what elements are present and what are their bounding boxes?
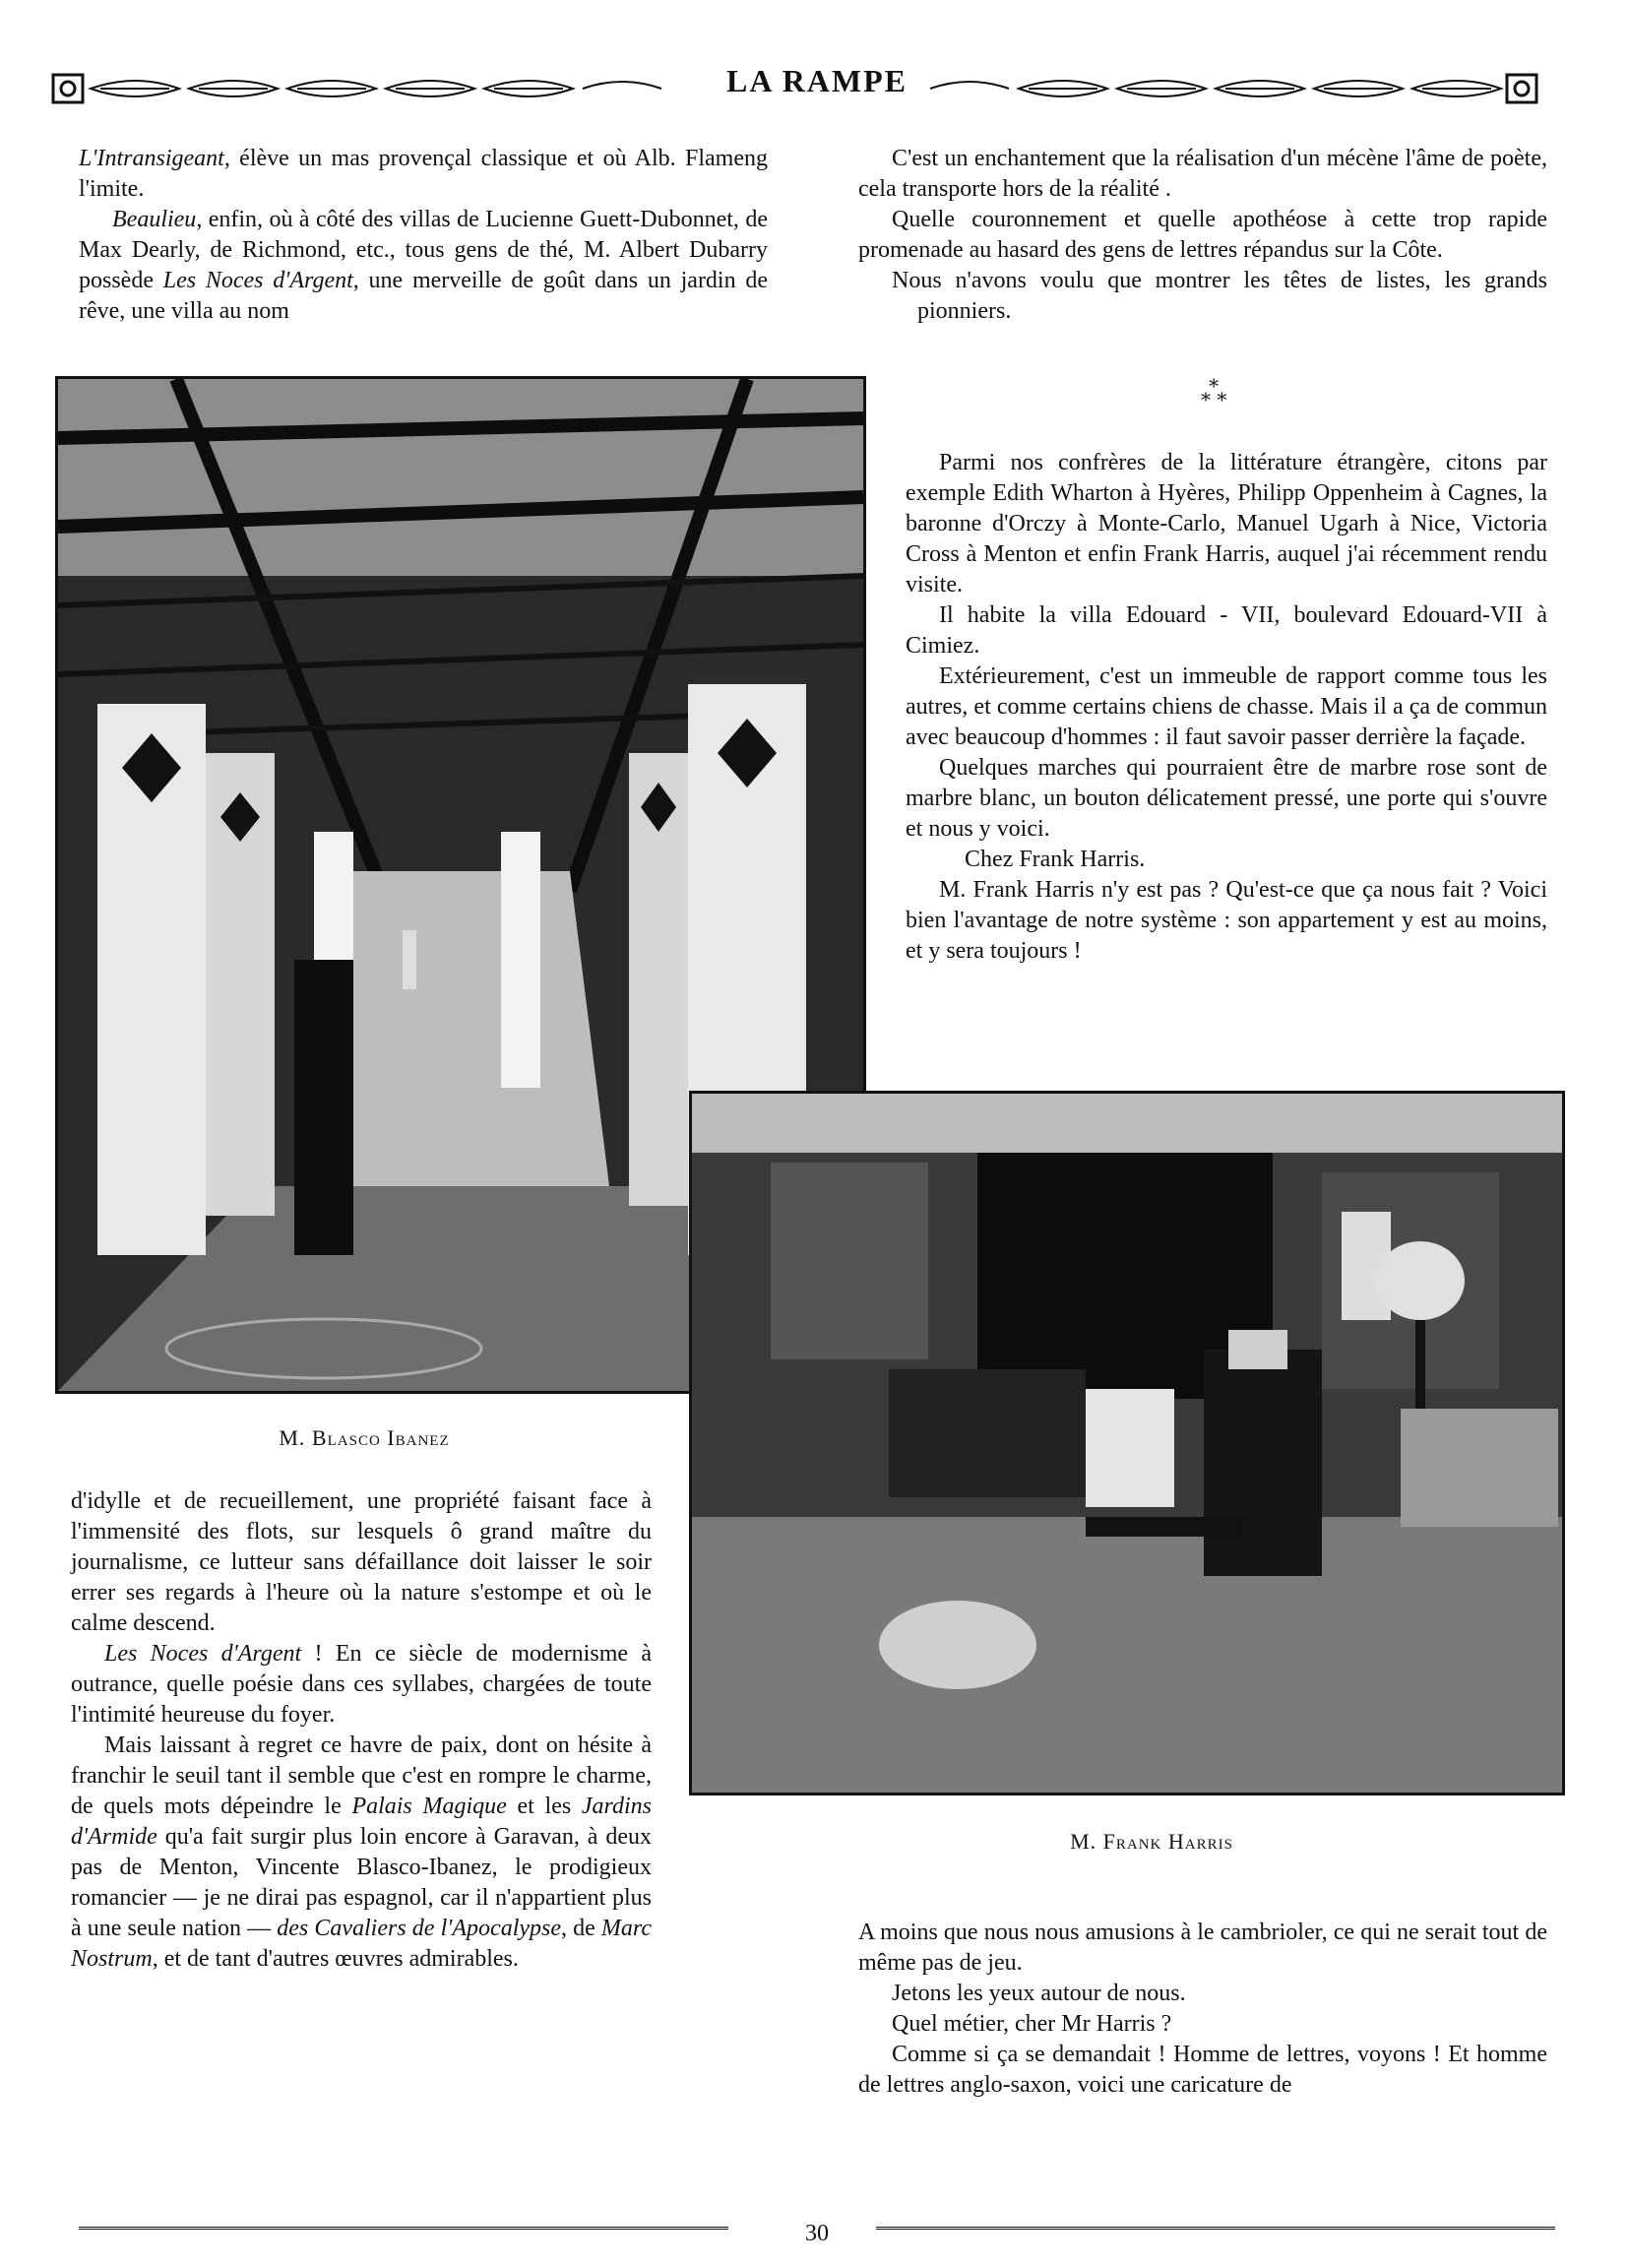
italic-title: Les Noces d'Argent bbox=[104, 1641, 302, 1667]
paragraph: A moins que nous nous amusions à le cambrioler, ce qui ne serait tout de même pas de jeu. bbox=[858, 1920, 1547, 1976]
section-separator: * * * bbox=[1201, 374, 1227, 411]
interior-illustration bbox=[692, 1094, 1562, 1793]
footer-rule-left bbox=[79, 2227, 728, 2230]
text-run: , une merveille de goût dans un jardin de rêve, une villa au nom bbox=[79, 268, 769, 324]
italic-title: des Cavaliers de l'Apocalypse bbox=[277, 1916, 562, 1941]
paragraph bbox=[79, 144, 768, 205]
footer-rule-right bbox=[876, 2227, 1555, 2230]
paragraph: Comme si ça se demandait ! Homme de lettres, voyons ! Et homme de lettres anglo-saxon, voici une caricature de bbox=[858, 2042, 1547, 2098]
text-run: qu'a fait surgir plus loin encore à Garavan, à deux pas de Menton, Vincente Blasco-Ibanez, le prodigieux romancier — je ne dirai pas espagnol, car il n'appartient plus à une seule nation — bbox=[71, 1824, 652, 1941]
header-ornament-left bbox=[51, 71, 671, 106]
text-run: , élève un mas provençal classique et où Alb. Flameng l'imite. bbox=[79, 146, 768, 202]
paragraph bbox=[79, 205, 768, 327]
paragraph: Quel métier, cher Mr Harris ? bbox=[892, 2011, 1172, 2037]
photo-caption-blasco-ibanez: M. Blasco Ibanez bbox=[279, 1425, 450, 1450]
paragraph: Jetons les yeux autour de nous. bbox=[892, 1981, 1186, 2006]
text-run: d'idylle et de recueillement, une propriété faisant face à l'immensité des flots, sur lesquels ô grand maître du journalisme, ce lutteur sans défaillance doit laisser le soir errer ses regards à l'heure où la nature s'estompe et où le calme descend. bbox=[71, 1488, 652, 1636]
paragraph: Chez Frank Harris. bbox=[965, 847, 1146, 872]
page-number: 30 bbox=[805, 2221, 829, 2246]
photo-frank-harris-interior bbox=[689, 1091, 1565, 1796]
photo-caption-frank-harris: M. Frank Harris bbox=[1070, 1829, 1233, 1854]
italic-title: Jardins d'Armide bbox=[71, 1794, 652, 1850]
italic-title: Les Noces d'Argent bbox=[162, 268, 353, 293]
paragraph: Nous n'avons voulu que montrer les têtes de listes, les grands pionniers. bbox=[892, 268, 1547, 324]
italic-title: L'Intransigeant bbox=[79, 146, 224, 171]
paragraph bbox=[71, 1639, 652, 1731]
italic-title: Beaulieu bbox=[112, 207, 197, 232]
paragraph: Il habite la villa Edouard - VII, boulevard Edouard-VII à Cimiez. bbox=[906, 602, 1547, 659]
paragraph bbox=[71, 1486, 652, 1639]
masthead-title: LA RAMPE bbox=[726, 63, 908, 98]
text-run: ! En ce siècle de modernisme à outrance, quelle poésie dans ces syllabes, chargées de toute l'intimité heureuse du foyer. bbox=[71, 1641, 652, 1728]
paragraph bbox=[71, 1731, 652, 1975]
left-column-bottom bbox=[71, 1486, 652, 1975]
paragraph: Extérieurement, c'est un immeuble de rapport comme tous les autres, et comme certains chiens de chasse. Mais il a ça de commun avec beaucoup d'hommes : il faut savoir passer derrière la façade. bbox=[906, 663, 1547, 750]
paragraph: M. Frank Harris n'y est pas ? Qu'est-ce que ça nous fait ? Voici bien l'avantage de notre système : son appartement y est au moins, et y sera toujours ! bbox=[906, 877, 1547, 964]
paragraph: Quelle couronnement et quelle apothéose à cette trop rapide promenade au hasard des gens de lettres répandus sur la Côte. bbox=[858, 207, 1547, 263]
italic-title: Marc Nostrum bbox=[71, 1916, 653, 1972]
text-run: , enfin, où à côté des villas de Lucienne Guett-Dubonnet, de Max Dearly, de Richmond, etc., tous gens de thé, M. Albert Dubarry possède bbox=[79, 207, 768, 293]
right-column-middle bbox=[906, 448, 1547, 967]
header-ornament-right bbox=[920, 71, 1540, 106]
right-column-top bbox=[858, 144, 1547, 327]
text-run: , de bbox=[561, 1916, 601, 1941]
paragraph: Parmi nos confrères de la littérature étrangère, citons par exemple Edith Wharton à Hyères, Philipp Oppenheim à Cagnes, la baronne d'Orczy à Monte-Carlo, Manuel Ugarh à Nice, Victoria Cross à Menton et enfin Frank Harris, auquel j'ai récemment rendu visite. bbox=[906, 450, 1547, 598]
text-run: Mais laissant à regret ce havre de paix, dont on hésite à franchir le seuil tant il semble que c'est en rompre le charme, de quels mots dépeindre le bbox=[71, 1732, 652, 1819]
left-column-top bbox=[79, 144, 768, 327]
text-run: et les bbox=[506, 1794, 582, 1819]
right-column-bottom bbox=[858, 1918, 1547, 2101]
paragraph: Quelques marches qui pourraient être de marbre rose sont de marbre blanc, un bouton délicatement pressé, une porte qui s'ouvre et nous y voici. bbox=[906, 755, 1547, 842]
text-run: , et de tant d'autres œuvres admirables. bbox=[152, 1946, 519, 1972]
italic-title: Palais Magique bbox=[351, 1794, 507, 1819]
paragraph: C'est un enchantement que la réalisation d'un mécène l'âme de poète, cela transporte hors de la réalité . bbox=[858, 146, 1547, 202]
